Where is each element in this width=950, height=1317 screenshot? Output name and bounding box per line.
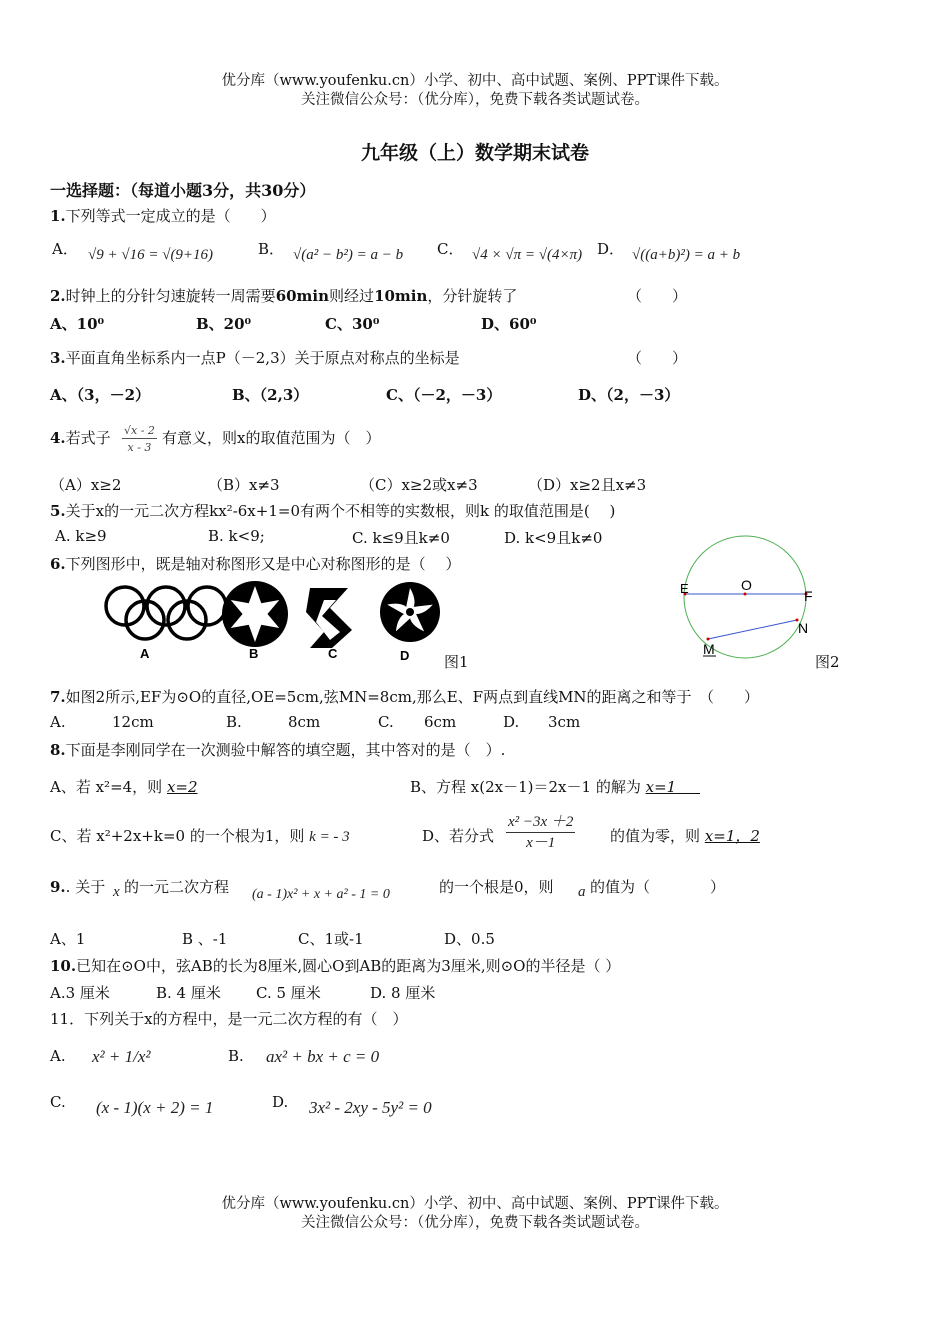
question-8 bbox=[50, 739, 505, 760]
question-number: 8. bbox=[50, 741, 66, 759]
label-o: O bbox=[741, 577, 752, 593]
q7-option-b: 8cm bbox=[288, 713, 321, 731]
q2-option-a: A、10⁰ bbox=[50, 315, 105, 333]
figure-label-b: B bbox=[249, 646, 259, 661]
q5-option-b: B. k<9; bbox=[208, 527, 265, 545]
hexagram-flower-icon bbox=[222, 581, 288, 647]
q3-option-a: A、（3，－2） bbox=[50, 386, 151, 404]
q9-text-end: 的值为（ ） bbox=[590, 878, 726, 896]
q8-option-c-answer: k = - 3 bbox=[309, 829, 350, 845]
q10-option-b: B. 4 厘米 bbox=[156, 984, 221, 1002]
question-2 bbox=[50, 285, 517, 306]
q9-text-post: 的一个根是0，则 bbox=[439, 878, 554, 896]
q2-option-c: C、30⁰ bbox=[325, 315, 380, 333]
q2-option-d: D、60⁰ bbox=[481, 315, 537, 333]
q8-option-d-answer: x=1，2 bbox=[704, 827, 760, 845]
q8-option-d-pre: D、若分式 bbox=[422, 827, 495, 845]
q1-option-c-label: C． bbox=[437, 240, 464, 258]
q1-option-a-math: √9 + √16 = √(9+16) bbox=[88, 247, 214, 263]
figure-label-d: D bbox=[400, 648, 410, 663]
question-number: 5. bbox=[50, 502, 66, 520]
question-text-pre: 时钟上的分针匀速旋转一周需要 bbox=[65, 287, 276, 305]
q10-option-d: D. 8 厘米 bbox=[370, 984, 436, 1002]
question-text: 如图2所示,EF为⊙O的直径,OE=5cm,弦MN=8cm,那么E、F两点到直线MN的距离之和等于 （ ） bbox=[65, 688, 760, 706]
footer-line-2: 关注微信公众号：（优分库），免费下载各类试题试卷。 bbox=[301, 1215, 649, 1231]
q1-option-d-math: √((a+b)²) = a + b bbox=[632, 247, 741, 263]
q8-option-b bbox=[410, 776, 700, 797]
q3-option-b: B、（2,3） bbox=[232, 386, 309, 404]
figure-2-caption: 图2 bbox=[815, 653, 840, 671]
q11-option-d-label: D. bbox=[272, 1093, 289, 1111]
time-10min: 10min bbox=[374, 287, 428, 305]
q9-equation: (a - 1)x² + x + a² - 1 = 0 bbox=[252, 887, 390, 902]
circle-o bbox=[684, 536, 809, 658]
question-text-pre: . 关于 bbox=[65, 878, 106, 896]
q10-option-a: A.3 厘米 bbox=[50, 984, 110, 1002]
question-text: 关于x的一元二次方程kx²-6x+1=0有两个不相等的实数根，则k 的取值范围是( ) bbox=[65, 502, 616, 520]
question-text: 下面是李刚同学在一次测验中解答的填空题，其中答对的是（ ）. bbox=[65, 741, 506, 759]
q8-fraction-den: x－1 bbox=[526, 835, 556, 851]
question-number: 9. bbox=[50, 878, 66, 896]
q9-text-mid: 的一元二次方程 bbox=[124, 878, 230, 896]
q8-option-a-answer: x=2 bbox=[166, 778, 198, 796]
q8-fraction-num: x² −3x ＋2 bbox=[506, 812, 575, 833]
q7-option-c: 6cm bbox=[424, 713, 457, 731]
q9-option-b: B 、-1 bbox=[182, 930, 228, 948]
question-number: 2. bbox=[50, 287, 66, 305]
q8-option-d-text: 的值为零，则 bbox=[610, 827, 701, 845]
question-3 bbox=[50, 347, 460, 368]
label-f: F bbox=[804, 588, 813, 604]
figure-1-caption: 图1 bbox=[444, 653, 469, 671]
q7-option-a-label: A. bbox=[50, 713, 66, 731]
q11-option-b-label: B. bbox=[228, 1047, 244, 1065]
q11-option-c-label: C. bbox=[50, 1093, 66, 1111]
question-7 bbox=[50, 686, 759, 707]
label-n: N bbox=[798, 620, 809, 636]
question-number: 6. bbox=[50, 555, 66, 573]
q3-option-c: C、（－2，－3） bbox=[386, 386, 502, 404]
figure-2 bbox=[675, 535, 815, 665]
figure-1 bbox=[100, 578, 460, 668]
q9-option-d: D、0.5 bbox=[444, 930, 495, 948]
q9-option-c: C、1或-1 bbox=[298, 930, 364, 948]
s-logo-icon bbox=[306, 588, 352, 648]
q4-option-b: （B）x≠3 bbox=[208, 476, 280, 494]
chord-mn bbox=[708, 620, 797, 639]
q8-option-b-answer: x=1 bbox=[645, 778, 677, 796]
q7-option-d: 3cm bbox=[548, 713, 581, 731]
question-4 bbox=[50, 427, 111, 448]
q8-option-c bbox=[50, 825, 350, 846]
q8-option-c-text: C、若 x²+2x+k=0 的一个根为1，则 bbox=[50, 827, 305, 845]
label-m: M bbox=[703, 641, 715, 657]
q7-option-a: 12cm bbox=[112, 713, 154, 731]
q7-option-d-label: D. bbox=[503, 713, 520, 731]
time-60min: 60min bbox=[275, 287, 330, 305]
q10-option-c: C. 5 厘米 bbox=[256, 984, 321, 1002]
page-title: 九年级（上）数学期末试卷 bbox=[360, 142, 589, 164]
question-number: 11． bbox=[50, 1010, 85, 1028]
q9-option-a: A、1 bbox=[50, 930, 86, 948]
q8-option-a bbox=[50, 776, 198, 797]
q1-option-c-math: √4 × √π = √(4×π) bbox=[472, 247, 583, 263]
q1-option-d-label: D． bbox=[597, 240, 625, 258]
q8-option-d-fraction bbox=[506, 812, 575, 853]
question-text-mid: 则经过 bbox=[329, 287, 375, 305]
question-text: 下列等式一定成立的是（ ） bbox=[65, 207, 276, 225]
question-11 bbox=[50, 1008, 408, 1029]
q11-option-b-math: ax² + bx + c = 0 bbox=[266, 1047, 380, 1066]
q9-variable-x: x bbox=[113, 884, 120, 900]
question-number: 7. bbox=[50, 688, 66, 706]
q5-option-d: D. k<9且k≠0 bbox=[504, 529, 603, 547]
q3-option-d: D、（2，－3） bbox=[578, 386, 680, 404]
q2-answer-paren: （ ） bbox=[627, 287, 688, 305]
question-number: 4. bbox=[50, 429, 66, 447]
figure-label-c: C bbox=[328, 646, 338, 661]
q2-option-b: B、20⁰ bbox=[196, 315, 252, 333]
question-9 bbox=[50, 876, 105, 897]
figure-label-a: A bbox=[140, 646, 150, 661]
q1-option-b-math: √(a² − b²) = a − b bbox=[293, 247, 404, 263]
question-number: 10. bbox=[50, 957, 77, 975]
footer-line-1: 优分库（www.youfenku.cn）小学、初中、高中试题、案例、PPT课件下载。 bbox=[221, 1196, 729, 1212]
q4-fraction-num: √x - 2 bbox=[124, 424, 155, 437]
q7-option-b-label: B. bbox=[226, 713, 242, 731]
q8-option-a-text: A、若 x²=4，则 bbox=[50, 778, 163, 796]
q8-option-b-text: B、方程 x(2x－1)＝2x－1 的解为 bbox=[410, 778, 641, 796]
q7-option-c-label: C. bbox=[378, 713, 394, 731]
q4-option-a: （A）x≥2 bbox=[50, 476, 122, 494]
q5-option-c: C. k≤9且k≠0 bbox=[352, 529, 450, 547]
question-text: 已知在⊙O中，弦AB的长为8厘米,圆心O到AB的距离为3厘米,则⊙O的半径是（ ） bbox=[76, 957, 621, 975]
q3-answer-paren: （ ） bbox=[627, 349, 688, 367]
question-text: 平面直角坐标系内一点P（－2,3）关于原点对称点的坐标是 bbox=[65, 349, 460, 367]
q4-option-d: （D）x≥2且x≠3 bbox=[528, 476, 647, 494]
q9-variable-a: a bbox=[578, 884, 586, 900]
q1-option-b-label: B． bbox=[258, 240, 285, 258]
q1-option-a-label: A． bbox=[52, 240, 78, 258]
question-number: 1. bbox=[50, 207, 66, 225]
q8-option-d-post bbox=[610, 825, 760, 846]
q4-text-post: 有意义，则x的取值范围为（ ） bbox=[162, 429, 381, 447]
q4-fraction-den: x - 3 bbox=[127, 441, 152, 454]
question-text: 下列关于x的方程中，是一元二次方程的有（ ） bbox=[84, 1010, 408, 1028]
q11-option-c-math: (x - 1)(x + 2) = 1 bbox=[96, 1098, 214, 1117]
header-line-2: 关注微信公众号：（优分库），免费下载各类试题试卷。 bbox=[301, 92, 649, 108]
q4-fraction bbox=[122, 424, 157, 455]
question-text: 下列图形中，既是轴对称图形又是中心对称图形的是（ ） bbox=[65, 555, 461, 573]
question-text-pre: 若式子 bbox=[65, 429, 111, 447]
q11-option-a-label: A. bbox=[50, 1047, 66, 1065]
question-number: 3. bbox=[50, 349, 66, 367]
label-e: E bbox=[680, 581, 689, 596]
olympic-rings-icon bbox=[106, 587, 226, 639]
section-heading: 一选择题：（每道小题3分，共30分） bbox=[50, 181, 316, 200]
q11-option-d-math: 3x² - 2xy - 5y² = 0 bbox=[309, 1098, 432, 1117]
question-1 bbox=[50, 205, 276, 226]
q5-option-a: A. k≥9 bbox=[55, 527, 107, 545]
question-10 bbox=[50, 955, 620, 976]
question-6 bbox=[50, 553, 460, 574]
q11-option-a-math: x² + 1/x² bbox=[92, 1047, 151, 1066]
q4-option-c: （C）x≥2或x≠3 bbox=[360, 476, 478, 494]
question-5 bbox=[50, 500, 615, 521]
question-text-post: ，分针旋转了 bbox=[427, 287, 518, 305]
header-line-1: 优分库（www.youfenku.cn）小学、初中、高中试题、案例、PPT课件下载。 bbox=[221, 73, 729, 89]
pinwheel-star-icon bbox=[380, 582, 440, 642]
